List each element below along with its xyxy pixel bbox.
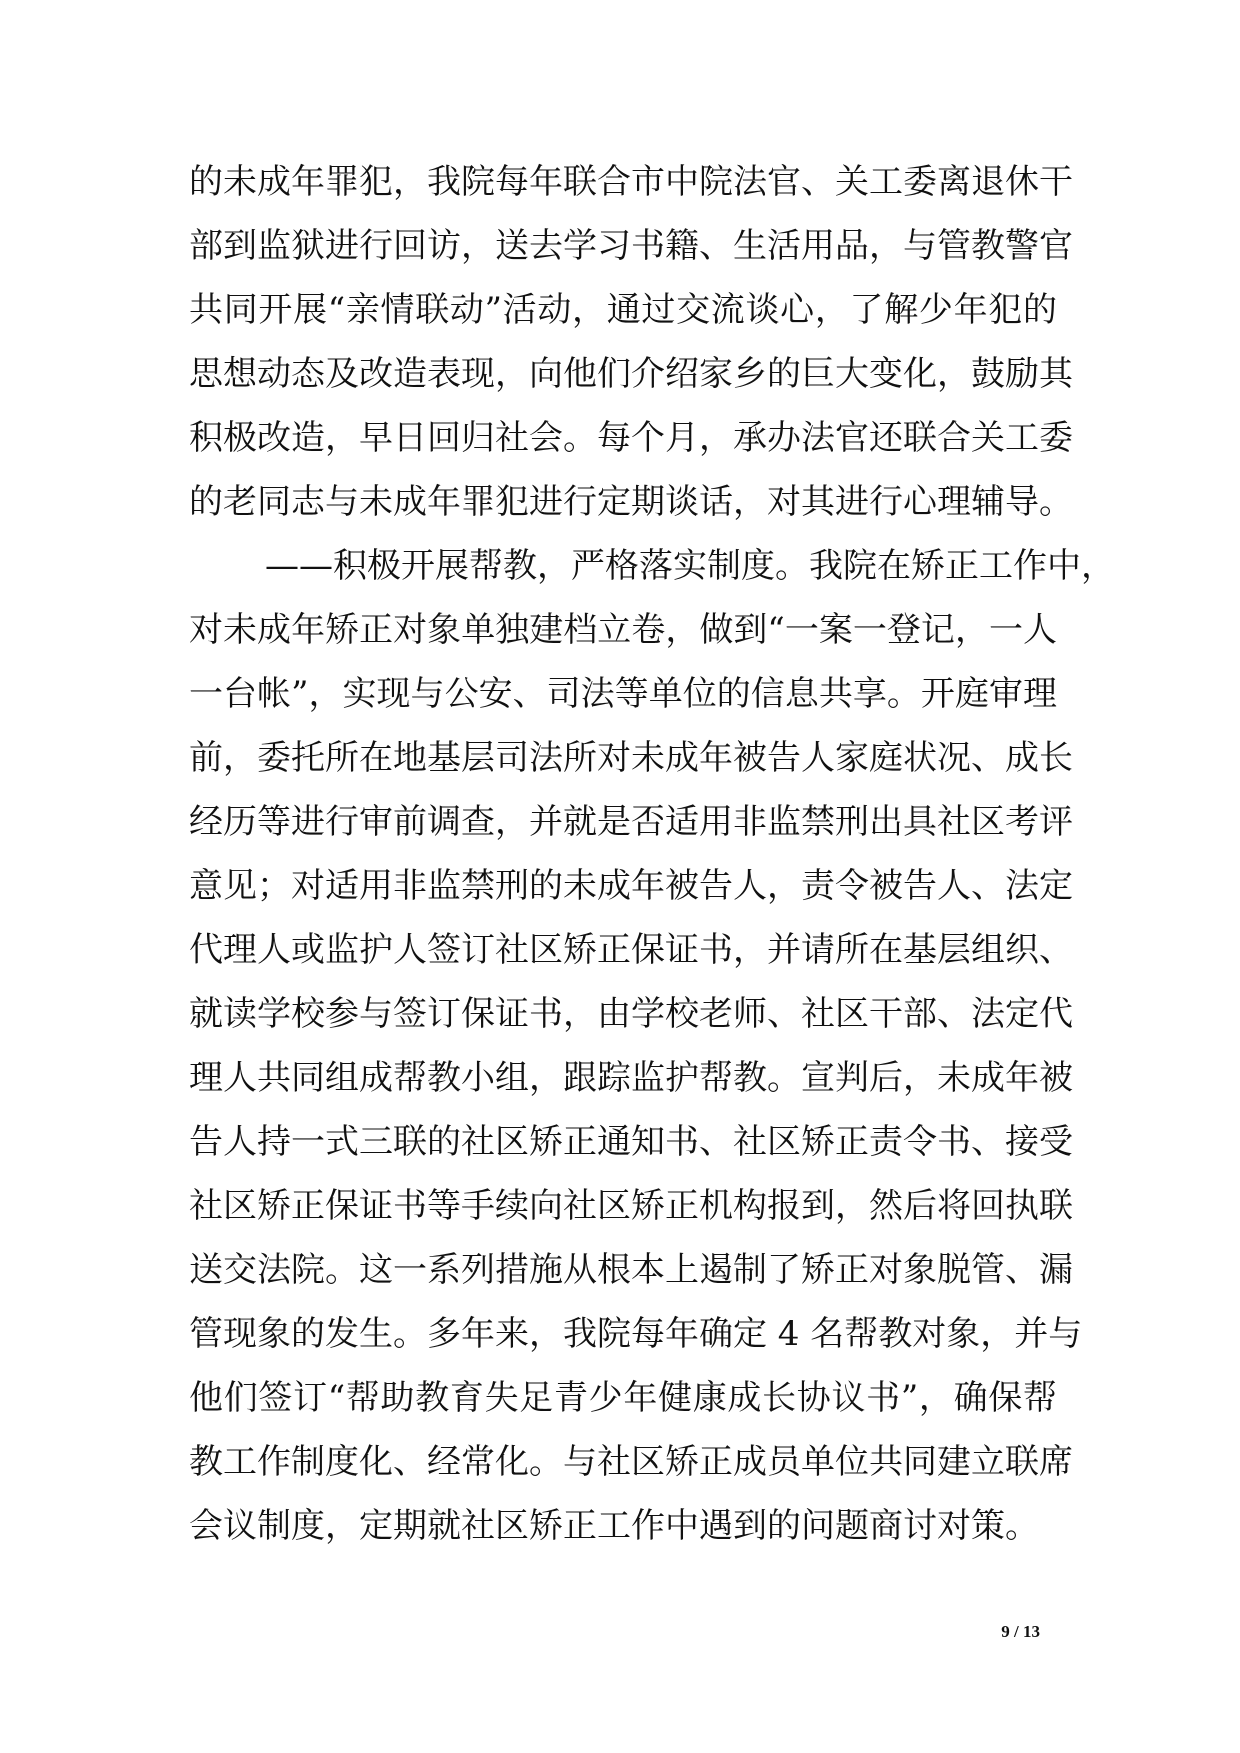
text-line: 告人持一式三联的社区矫正通知书、社区矫正责令书、接受 xyxy=(189,1122,1073,1162)
page-number: 9 / 13 xyxy=(1001,1622,1040,1641)
text-line: 前，委托所在地基层司法所对未成年被告人家庭状况、成长 xyxy=(189,738,1073,778)
text-line: 就读学校参与签订保证书，由学校老师、社区干部、法定代 xyxy=(189,994,1073,1034)
text-line: 会议制度，定期就社区矫正工作中遇到的问题商讨对策。 xyxy=(189,1506,1039,1546)
text-line: 意见；对适用非监禁刑的未成年被告人，责令被告人、法定 xyxy=(189,866,1073,906)
text-line: 部到监狱进行回访，送去学习书籍、生活用品，与管教警官 xyxy=(189,226,1073,266)
text-line: 的未成年罪犯，我院每年联合市中院法官、关工委离退休干 xyxy=(189,162,1073,202)
text-line: 代理人或监护人签订社区矫正保证书，并请所在基层组织、 xyxy=(189,930,1073,970)
text-line: 他们签订“帮助教育失足青少年健康成长协议书”，确保帮 xyxy=(189,1378,1057,1418)
text-line: 对未成年矫正对象单独建档立卷，做到“一案一登记，一人 xyxy=(189,610,1057,650)
paragraph-heading-line: ——积极开展帮教，严格落实制度。我院在矫正工作中， xyxy=(265,546,1115,586)
text-line: 经历等进行审前调查，并就是否适用非监禁刑出具社区考评 xyxy=(189,802,1073,842)
text-line: 一台帐”，实现与公安、司法等单位的信息共享。开庭审理 xyxy=(189,674,1057,714)
text-line: 共同开展“亲情联动”活动，通过交流谈心，了解少年犯的 xyxy=(189,290,1057,330)
text-line: 积极改造，早日回归社会。每个月，承办法官还联合关工委 xyxy=(189,418,1073,458)
text-line: 理人共同组成帮教小组，跟踪监护帮教。宣判后，未成年被 xyxy=(189,1058,1073,1098)
text-line: 送交法院。这一系列措施从根本上遏制了矫正对象脱管、漏 xyxy=(189,1250,1073,1290)
text-line: 社区矫正保证书等手续向社区矫正机构报到，然后将回执联 xyxy=(189,1186,1073,1226)
text-line: 管现象的发生。多年来，我院每年确定 4 名帮教对象，并与 xyxy=(189,1314,1083,1354)
text-line: 的老同志与未成年罪犯进行定期谈话，对其进行心理辅导。 xyxy=(189,482,1073,522)
text-line: 思想动态及改造表现，向他们介绍家乡的巨大变化，鼓励其 xyxy=(189,354,1073,394)
text-line: 教工作制度化、经常化。与社区矫正成员单位共同建立联席 xyxy=(189,1442,1073,1482)
